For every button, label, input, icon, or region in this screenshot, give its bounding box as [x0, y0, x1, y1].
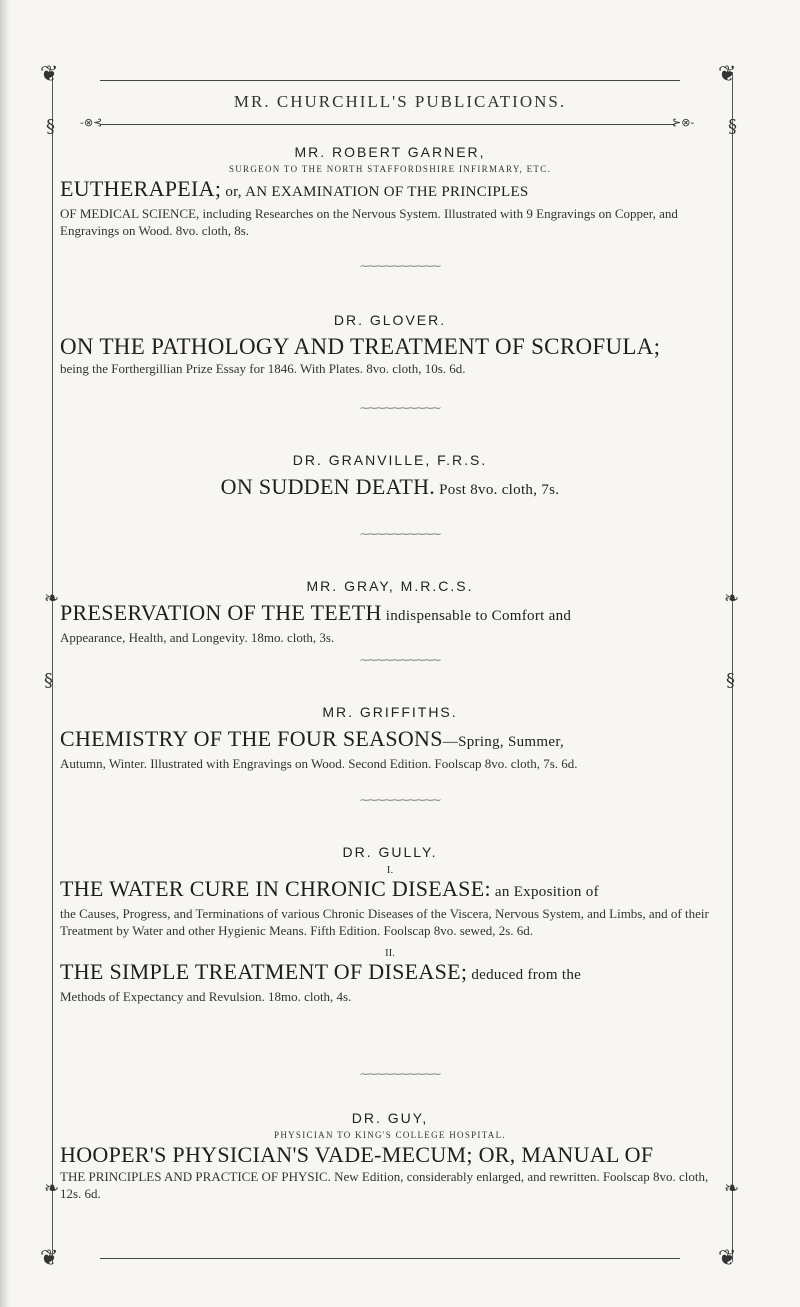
book-title-rest: or, AN EXAMINATION OF THE PRINCIPLES [221, 184, 529, 200]
book-title-main: PRESERVATION OF THE TEETH [60, 600, 382, 625]
author-name: DR. GRANVILLE, F.R.S. [292, 452, 488, 468]
book-description: Autumn, Winter. Illustrated with Engravings on Wood. Second Edition. Foolscap 8vo. cloth, 7s. 6d. [60, 756, 578, 771]
bottom-left-fleuron-icon: ❦ [40, 1246, 59, 1271]
book-title-main: ON SUDDEN DEATH. [220, 474, 436, 499]
book-title-main: THE WATER CURE IN CHRONIC DISEASE: [60, 876, 491, 901]
book-title [60, 474, 720, 503]
book-title-main: THE SIMPLE TREATMENT OF DISEASE; [60, 959, 468, 984]
entry-guy [60, 1110, 720, 1202]
header-bottom-rule [100, 124, 675, 125]
separator: ⁓⁓⁓⁓⁓⁓⁓⁓⁓⁓ [360, 262, 440, 272]
entry-griffiths [60, 704, 720, 772]
author-name: MR. GRIFFITHS. [322, 704, 458, 720]
book-description: Methods of Expectancy and Revulsion. 18mo. cloth, 4s. [60, 989, 352, 1004]
work-numeral: II. [384, 947, 396, 959]
book-title-rest: deduced from the [467, 967, 582, 983]
separator: ⁓⁓⁓⁓⁓⁓⁓⁓⁓⁓ [360, 1070, 440, 1080]
page-edge-shadow [0, 0, 10, 1307]
book-description: OF MEDICAL SCIENCE, including Researches on the Nervous System. Illustrated with 9 Engravings on Copper, and Engravings on Wood. 8vo. cloth, 8s. [60, 206, 678, 238]
book-title [60, 176, 720, 205]
book-title [60, 876, 720, 905]
author-name: DR. GULLY. [342, 844, 438, 860]
separator: ⁓⁓⁓⁓⁓⁓⁓⁓⁓⁓ [360, 796, 440, 806]
side-ornament-icon: § [46, 116, 55, 137]
book-title-rest: —Spring, Summer, [442, 734, 565, 750]
rule-flourish-right: ⊱⊗- [672, 116, 695, 129]
running-head: MR. CHURCHILL'S PUBLICATIONS. [233, 92, 567, 111]
author-name: MR. GRAY, M.R.C.S. [306, 578, 474, 594]
top-left-fleuron-icon: ❦ [40, 62, 59, 87]
top-rule [100, 80, 680, 81]
entry-gray [60, 578, 720, 646]
book-title [60, 959, 720, 988]
book-title [60, 726, 720, 755]
book-title [60, 600, 720, 629]
book-title-rest: Post 8vo. cloth, 7s. [435, 482, 560, 498]
entry-granville [60, 452, 720, 503]
side-ornament-icon: § [726, 670, 735, 691]
bottom-right-fleuron-icon: ❦ [718, 1246, 737, 1271]
book-title-main: CHEMISTRY OF THE FOUR SEASONS [60, 726, 443, 751]
author-subtitle: PHYSICIAN TO KING'S COLLEGE HOSPITAL. [274, 1130, 506, 1140]
entry-garner [60, 144, 720, 239]
book-description: being the Forthergillian Prize Essay for 1846. With Plates. 8vo. cloth, 10s. 6d. [60, 361, 466, 376]
side-ornament-icon: ❧ [44, 1178, 60, 1199]
side-ornament-icon: ❧ [724, 588, 740, 609]
top-right-fleuron-icon: ❦ [718, 62, 737, 87]
side-ornament-icon: § [44, 670, 53, 691]
book-title: HOOPER'S PHYSICIAN'S VADE-MECUM; OR, MANUAL OF [60, 1142, 654, 1167]
bottom-rule [100, 1258, 680, 1259]
right-border [732, 72, 733, 1262]
separator: ⁓⁓⁓⁓⁓⁓⁓⁓⁓⁓ [360, 404, 440, 414]
author-name: DR. GLOVER. [333, 312, 447, 328]
left-border [52, 72, 53, 1262]
author-subtitle: SURGEON TO THE NORTH STAFFORDSHIRE INFIRMARY, ETC. [228, 164, 552, 174]
book-description: Appearance, Health, and Longevity. 18mo. cloth, 3s. [60, 630, 335, 645]
separator: ⁓⁓⁓⁓⁓⁓⁓⁓⁓⁓ [360, 656, 440, 666]
separator: ⁓⁓⁓⁓⁓⁓⁓⁓⁓⁓ [360, 530, 440, 540]
book-title-rest: indispensable to Comfort and [381, 608, 572, 624]
book-title: ON THE PATHOLOGY AND TREATMENT OF SCROFULA; [60, 334, 661, 359]
side-ornament-icon: § [728, 116, 737, 137]
book-title-main: EUTHERAPEIA; [60, 176, 222, 201]
entry-glover [60, 312, 720, 377]
side-ornament-icon: ❧ [44, 588, 60, 609]
rule-flourish-left: -⊗⊰ [80, 116, 103, 129]
book-description: the Causes, Progress, and Terminations of various Chronic Diseases of the Viscera, Nervous System, and Limbs, and of their Treatment by Water and other Hygienic Means. Fifth Edition. Foolscap 8vo. sewed, 2s. 6d. [60, 906, 709, 938]
book-description: THE PRINCIPLES AND PRACTICE OF PHYSIC. New Edition, considerably enlarged, and rewritten. Foolscap 8vo. cloth, 12s. 6d. [60, 1169, 709, 1201]
work-numeral: I. [386, 864, 394, 876]
entry-gully [60, 844, 720, 1005]
author-name: DR. GUY, [351, 1110, 429, 1126]
author-name: MR. ROBERT GARNER, [294, 144, 486, 160]
side-ornament-icon: ❧ [724, 1178, 740, 1199]
book-title-rest: an Exposition of [490, 884, 599, 900]
